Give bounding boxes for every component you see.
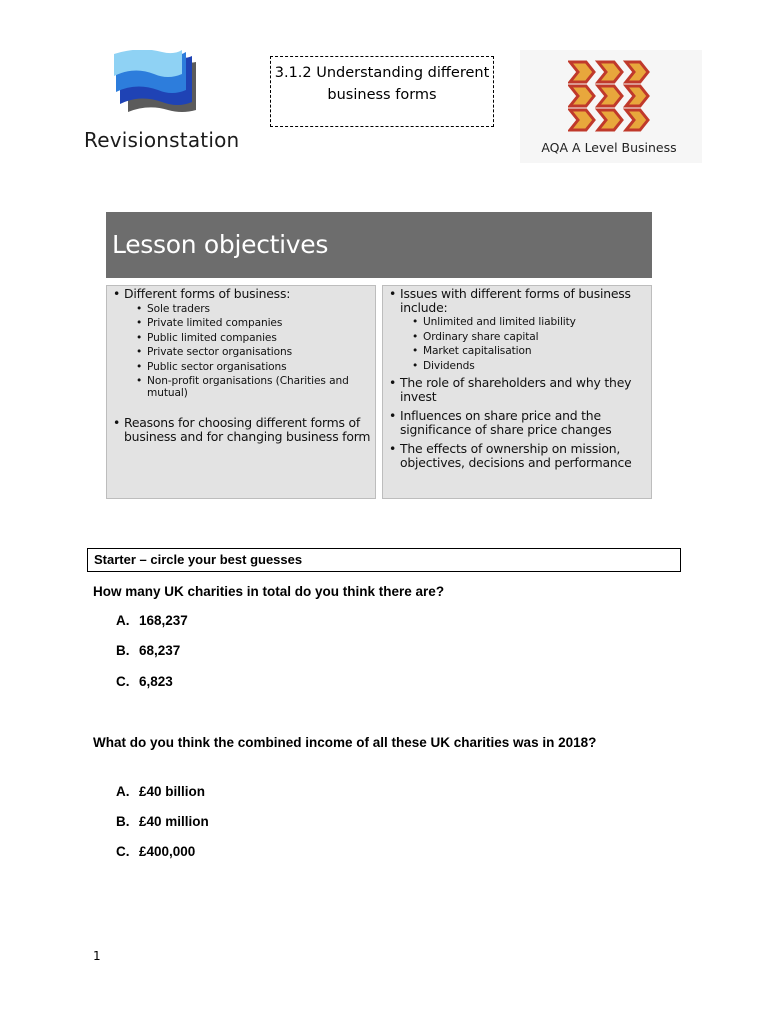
objective-sub-item: • Private sector organisations: [107, 345, 375, 360]
question-text: What do you think the combined income of all these UK charities was in 2018?: [93, 735, 597, 750]
option-text: £40 billion: [139, 784, 206, 799]
brand-name: Revisionstation: [84, 128, 240, 152]
answer-option[interactable]: [116, 844, 195, 859]
objective-sub-item: • Public limited companies: [107, 331, 375, 346]
lesson-objectives-slide: [106, 212, 652, 499]
option-letter: B.: [116, 814, 130, 829]
question-text: How many UK charities in total do you think there are?: [93, 584, 445, 599]
option-text: 6,823: [139, 674, 173, 689]
objective-item: • Influences on share price and the significance of share price changes: [383, 409, 651, 436]
option-text: 168,237: [139, 613, 188, 628]
answer-option[interactable]: [116, 814, 209, 829]
answer-option[interactable]: [116, 674, 173, 689]
option-letter: B.: [116, 643, 130, 658]
aqa-chevron-pattern-icon: [568, 58, 650, 136]
page-number: 1: [93, 949, 101, 963]
objectives-right-panel: [382, 285, 652, 499]
starter-heading: Starter – circle your best guesses: [87, 548, 681, 572]
objective-sub-item: • Market capitalisation: [383, 344, 651, 359]
objective-item: • Reasons for choosing different forms of business and for changing business form: [107, 416, 375, 443]
objective-item: • Issues with different forms of business include:: [383, 287, 651, 314]
objective-sub-item: • Dividends: [383, 359, 651, 374]
objective-item: • Different forms of business:: [107, 287, 375, 301]
exam-board-label: AQA A Level Business: [541, 140, 677, 155]
objective-sub-item: • Ordinary share capital: [383, 330, 651, 345]
objective-sub-item: • Public sector organisations: [107, 360, 375, 375]
document-title: 3.1.2 Understanding different business forms: [270, 56, 494, 127]
objective-sub-item: • Non-profit organisations (Charities and mutual): [107, 376, 375, 399]
objective-sub-item: • Sole traders: [107, 302, 375, 317]
option-letter: A.: [116, 613, 130, 628]
aqa-logo: [520, 50, 702, 163]
revisionstation-flag-icon: [112, 50, 198, 120]
objectives-left-panel: [106, 285, 376, 499]
objective-sub-item: • Private limited companies: [107, 316, 375, 331]
lesson-objectives-heading: Lesson objectives: [106, 212, 652, 278]
option-letter: C.: [116, 844, 130, 859]
objective-item: • The role of shareholders and why they invest: [383, 376, 651, 403]
answer-option[interactable]: [116, 613, 188, 628]
answer-option[interactable]: [116, 643, 180, 658]
option-text: 68,237: [139, 643, 181, 658]
answer-option[interactable]: [116, 784, 205, 799]
option-letter: C.: [116, 674, 130, 689]
option-text: £400,000: [139, 844, 196, 859]
objective-sub-item: • Unlimited and limited liability: [383, 315, 651, 330]
revisionstation-logo: [84, 50, 244, 160]
objective-item: • The effects of ownership on mission, objectives, decisions and performance: [383, 442, 651, 469]
option-letter: A.: [116, 784, 130, 799]
option-text: £40 million: [139, 814, 209, 829]
